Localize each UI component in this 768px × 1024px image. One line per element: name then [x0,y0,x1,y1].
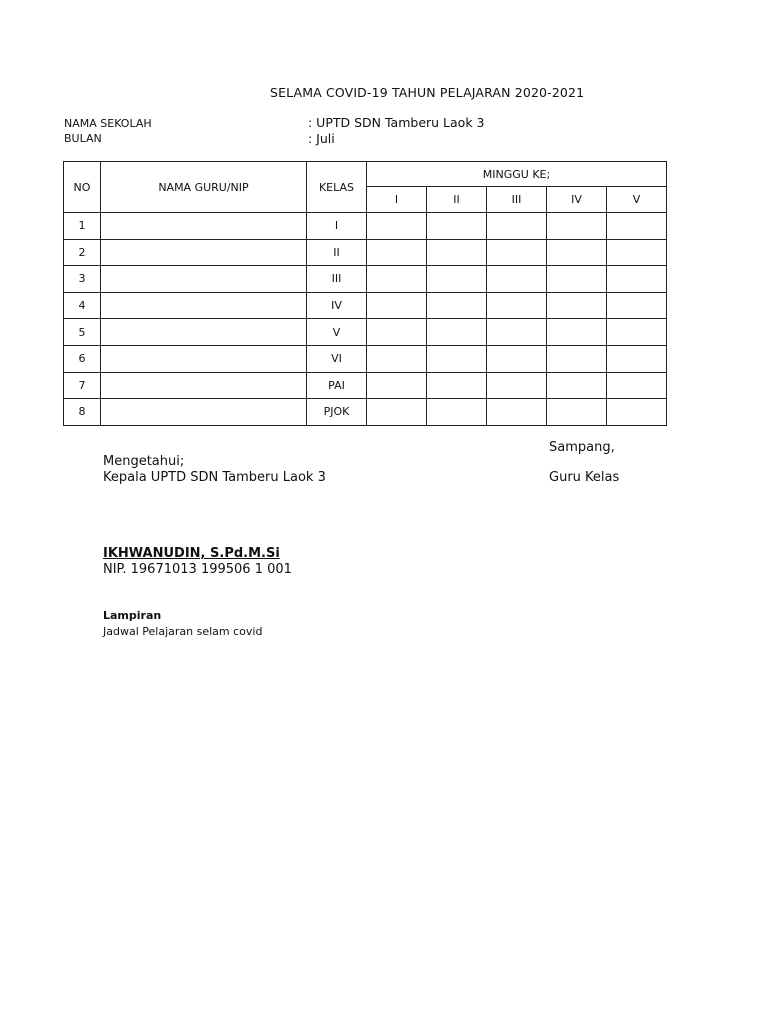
row-kelas: VI [307,345,367,372]
header-week: IV [547,187,607,213]
table-row [64,239,667,266]
headmaster-name: IKHWANUDIN, S.Pd.M.Si [103,546,280,561]
header-week: II [427,187,487,213]
school-label: NAMA SEKOLAH [64,117,152,130]
week-cell [547,266,607,293]
header-kelas: KELAS [307,162,367,213]
week-cell [607,292,667,319]
week-cell [367,319,427,346]
week-cell [607,345,667,372]
week-cell [547,399,607,426]
week-cell [367,213,427,240]
rekap-table [63,161,667,426]
row-kelas: I [307,213,367,240]
row-no: 4 [64,292,101,319]
row-kelas: II [307,239,367,266]
attachment-text: Jadwal Pelajaran selam covid [103,625,263,638]
week-cell [427,266,487,293]
attachment-label: Lampiran [103,609,162,622]
week-cell [547,345,607,372]
week-cell [547,292,607,319]
place-date: Sampang, [549,440,615,455]
week-cell [607,372,667,399]
row-kelas: IV [307,292,367,319]
header-week: III [487,187,547,213]
header-week: V [607,187,667,213]
row-kelas: V [307,319,367,346]
row-no: 8 [64,399,101,426]
table-row [64,213,667,240]
table-row [64,266,667,293]
week-cell [367,266,427,293]
row-nama-cell [101,213,307,240]
table-row [64,319,667,346]
week-cell [367,399,427,426]
week-cell [427,292,487,319]
header-no: NO [64,162,101,213]
week-cell [547,319,607,346]
row-kelas: PAI [307,372,367,399]
row-nama-cell [101,399,307,426]
week-cell [607,213,667,240]
table-row [64,345,667,372]
header-nama: NAMA GURU/NIP [101,162,307,213]
week-cell [487,399,547,426]
acknowledge-label: Mengetahui; [103,454,185,469]
row-kelas: PJOK [307,399,367,426]
week-cell [607,399,667,426]
row-no: 5 [64,319,101,346]
row-no: 6 [64,345,101,372]
week-cell [607,319,667,346]
row-no: 3 [64,266,101,293]
headmaster-title: Kepala UPTD SDN Tamberu Laok 3 [103,470,326,485]
week-cell [487,345,547,372]
week-cell [547,239,607,266]
month-label: BULAN [64,132,102,145]
row-no: 2 [64,239,101,266]
week-cell [427,372,487,399]
row-nama-cell [101,239,307,266]
row-no: 1 [64,213,101,240]
table-header-row [64,162,667,187]
week-cell [547,372,607,399]
table-row [64,399,667,426]
table-row [64,372,667,399]
month-value: : Juli [308,131,335,146]
row-nama-cell [101,372,307,399]
week-cell [487,372,547,399]
row-nama-cell [101,266,307,293]
week-cell [367,345,427,372]
row-no: 7 [64,372,101,399]
week-cell [487,292,547,319]
week-cell [427,399,487,426]
week-cell [427,319,487,346]
row-kelas: III [307,266,367,293]
week-cell [547,213,607,240]
week-cell [487,239,547,266]
row-nama-cell [101,292,307,319]
week-cell [487,266,547,293]
week-cell [427,213,487,240]
week-cell [487,213,547,240]
table-row [64,292,667,319]
week-cell [367,292,427,319]
week-cell [607,239,667,266]
week-cell [487,319,547,346]
week-cell [427,239,487,266]
header-minggu: MINGGU KE; [367,162,667,187]
headmaster-nip: NIP. 19671013 199506 1 001 [103,562,292,577]
document-title-line2: SELAMA COVID-19 TAHUN PELAJARAN 2020-2021 [270,85,585,100]
week-cell [607,266,667,293]
header-week: I [367,187,427,213]
row-nama-cell [101,345,307,372]
teacher-title: Guru Kelas [549,470,620,485]
week-cell [367,372,427,399]
row-nama-cell [101,319,307,346]
week-cell [367,239,427,266]
school-value: : UPTD SDN Tamberu Laok 3 [308,115,485,130]
week-cell [427,345,487,372]
